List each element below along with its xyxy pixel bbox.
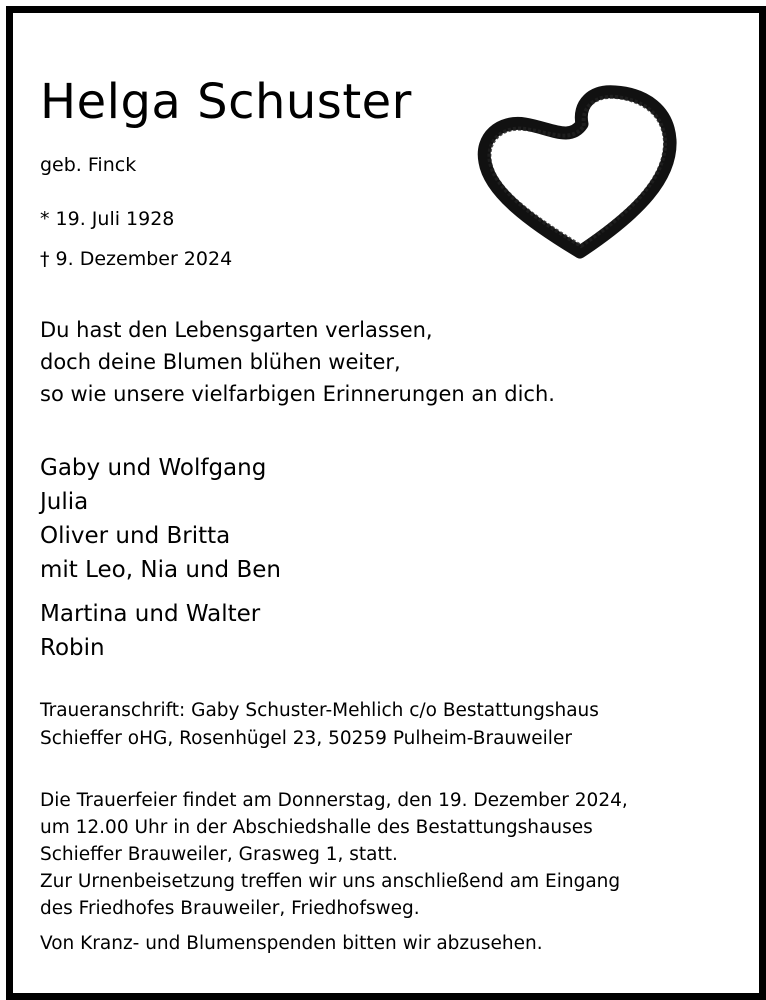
ceremony-line: um 12.00 Uhr in der Abschiedshalle des Bestattungshauses xyxy=(40,817,593,838)
mourners-group-2 xyxy=(40,597,260,665)
poem-line: Du hast den Lebensgarten verlassen, xyxy=(40,318,433,342)
mourner-name: Julia xyxy=(40,489,89,515)
mourner-name: mit Leo, Nia und Ben xyxy=(40,557,281,583)
mourner-name: Oliver und Britta xyxy=(40,523,231,549)
heart-icon xyxy=(470,82,690,272)
address-line: Traueranschrift: Gaby Schuster-Mehlich c/o Bestattungshaus xyxy=(40,700,599,721)
deceased-name: Helga Schuster xyxy=(40,74,412,130)
mourner-name: Martina und Walter xyxy=(40,601,261,627)
poem-line: doch deine Blumen blühen weiter, xyxy=(40,350,401,374)
ceremony-line: Die Trauerfeier findet am Donnerstag, den 19. Dezember 2024, xyxy=(40,790,628,811)
death-date: † 9. Dezember 2024 xyxy=(40,248,233,270)
ceremony-line: Schieffer Brauweiler, Grasweg 1, statt. xyxy=(40,844,398,865)
ceremony-details xyxy=(40,787,628,922)
birth-name: geb. Finck xyxy=(40,154,137,176)
birth-date: * 19. Juli 1928 xyxy=(40,208,175,230)
poem-line: so wie unsere vielfarbigen Erinnerungen an dich. xyxy=(40,382,555,406)
address-line: Schieffer oHG, Rosenhügel 23, 50259 Pulheim-Brauweiler xyxy=(40,728,572,749)
memorial-poem xyxy=(40,314,555,410)
mourner-name: Gaby und Wolfgang xyxy=(40,455,267,481)
ceremony-line: Zur Urnenbeisetzung treffen wir uns anschließend am Eingang xyxy=(40,871,621,892)
mourner-name: Robin xyxy=(40,635,105,661)
closing-note: Von Kranz- und Blumenspenden bitten wir abzusehen. xyxy=(40,933,543,954)
ceremony-line: des Friedhofes Brauweiler, Friedhofsweg. xyxy=(40,898,420,919)
mourners-group-1 xyxy=(40,451,281,587)
mourning-address xyxy=(40,697,599,753)
